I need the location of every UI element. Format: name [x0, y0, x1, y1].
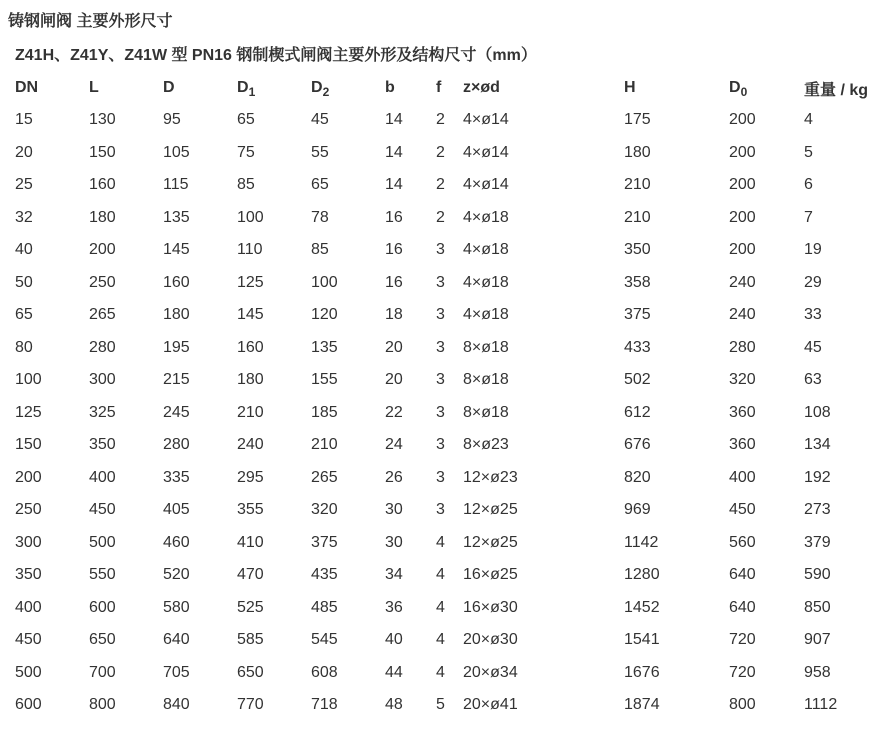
- table-cell-weight: 33: [804, 306, 822, 324]
- table-cell-zd: 8×ø23: [463, 436, 509, 454]
- table-cell-b: 48: [385, 696, 403, 714]
- column-header-label: H: [624, 79, 636, 96]
- table-cell-l: 150: [89, 143, 116, 161]
- table-cell-weight: 45: [804, 338, 822, 356]
- table-cell-d0: 800: [729, 696, 756, 714]
- column-header-weight: [789, 72, 885, 104]
- table-cell-b: 14: [385, 111, 403, 129]
- table-cell-d: 180: [163, 306, 190, 324]
- table-cell-dn: 100: [15, 371, 42, 389]
- table-cell-b: 16: [385, 241, 403, 259]
- table-row: [0, 104, 885, 137]
- table-cell-dn: 40: [15, 241, 33, 259]
- table-cell-dn: 500: [15, 663, 42, 681]
- table-row: [0, 429, 885, 462]
- table-row: [0, 267, 885, 300]
- table-cell-b: 14: [385, 176, 403, 194]
- table-cell-d0: 200: [729, 208, 756, 226]
- column-header-label: f: [436, 79, 442, 96]
- table-cell-zd: 20×ø41: [463, 696, 518, 714]
- table-cell-dn: 300: [15, 533, 42, 551]
- column-header-label: DN: [15, 79, 39, 96]
- table-cell-d1: 100: [237, 208, 264, 226]
- table-row: [0, 592, 885, 625]
- table-cell-d0: 560: [729, 533, 756, 551]
- table-cell-f: 4: [436, 631, 445, 649]
- table-cell-b: 34: [385, 566, 403, 584]
- table-row: [0, 657, 885, 690]
- table-cell-zd: 4×ø14: [463, 143, 509, 161]
- table-cell-dn: 80: [15, 338, 33, 356]
- column-header-label: D: [237, 79, 249, 96]
- table-cell-dn: 20: [15, 143, 33, 161]
- column-header-label: b: [385, 79, 395, 96]
- table-cell-d2: 718: [311, 696, 338, 714]
- table-cell-d: 405: [163, 501, 190, 519]
- table-cell-d0: 240: [729, 306, 756, 324]
- table-cell-f: 3: [436, 371, 445, 389]
- table-cell-b: 36: [385, 598, 403, 616]
- table-cell-f: 3: [436, 306, 445, 324]
- table-cell-zd: 8×ø18: [463, 403, 509, 421]
- table-cell-dn: 50: [15, 273, 33, 291]
- table-cell-f: 2: [436, 176, 445, 194]
- column-header-label: D: [163, 79, 175, 96]
- table-cell-h: 1874: [624, 696, 660, 714]
- column-header-label: L: [89, 79, 99, 96]
- table-cell-b: 30: [385, 501, 403, 519]
- table-cell-dn: 125: [15, 403, 42, 421]
- column-header-d1: [222, 72, 296, 104]
- table-cell-zd: 16×ø25: [463, 566, 518, 584]
- table-cell-zd: 8×ø18: [463, 371, 509, 389]
- table-cell-zd: 4×ø18: [463, 241, 509, 259]
- table-cell-h: 820: [624, 468, 651, 486]
- table-cell-d2: 120: [311, 306, 338, 324]
- table-cell-h: 969: [624, 501, 651, 519]
- table-cell-d1: 525: [237, 598, 264, 616]
- table-cell-f: 4: [436, 566, 445, 584]
- table-cell-l: 800: [89, 696, 116, 714]
- table-cell-dn: 200: [15, 468, 42, 486]
- table-cell-d1: 295: [237, 468, 264, 486]
- column-header-zd: [448, 72, 609, 104]
- table-cell-weight: 590: [804, 566, 831, 584]
- table-cell-d2: 435: [311, 566, 338, 584]
- table-cell-dn: 350: [15, 566, 42, 584]
- table-cell-h: 1541: [624, 631, 660, 649]
- table-cell-zd: 4×ø14: [463, 176, 509, 194]
- table-cell-d1: 210: [237, 403, 264, 421]
- table-cell-weight: 1112: [804, 696, 838, 714]
- table-cell-zd: 12×ø23: [463, 468, 518, 486]
- table-cell-d2: 265: [311, 468, 338, 486]
- table-cell-d0: 200: [729, 143, 756, 161]
- table-cell-zd: 4×ø18: [463, 273, 509, 291]
- page-heading: 铸钢闸阀 主要外形尺寸: [8, 13, 173, 30]
- table-cell-h: 375: [624, 306, 651, 324]
- table-cell-l: 700: [89, 663, 116, 681]
- table-cell-weight: 379: [804, 533, 831, 551]
- table-cell-d1: 585: [237, 631, 264, 649]
- table-cell-d2: 320: [311, 501, 338, 519]
- column-header-h: [609, 72, 714, 104]
- table-row: [0, 462, 885, 495]
- table-cell-d2: 85: [311, 241, 329, 259]
- table-cell-h: 676: [624, 436, 651, 454]
- table-cell-d: 280: [163, 436, 190, 454]
- table-row: [0, 494, 885, 527]
- table-cell-f: 2: [436, 111, 445, 129]
- table-cell-d2: 65: [311, 176, 329, 194]
- table-cell-l: 160: [89, 176, 116, 194]
- table-row: [0, 689, 885, 722]
- table-cell-d1: 240: [237, 436, 264, 454]
- table-cell-weight: 6: [804, 176, 813, 194]
- table-cell-l: 550: [89, 566, 116, 584]
- table-cell-b: 16: [385, 273, 403, 291]
- table-cell-weight: 958: [804, 663, 831, 681]
- table-cell-d0: 720: [729, 631, 756, 649]
- table-cell-d2: 485: [311, 598, 338, 616]
- table-row: [0, 332, 885, 365]
- table-row: [0, 234, 885, 267]
- table-cell-zd: 12×ø25: [463, 501, 518, 519]
- table-cell-b: 44: [385, 663, 403, 681]
- table-cell-l: 265: [89, 306, 116, 324]
- table-row: [0, 299, 885, 332]
- table-row: [0, 559, 885, 592]
- table-cell-h: 612: [624, 403, 651, 421]
- table-cell-d1: 770: [237, 696, 264, 714]
- table-cell-zd: 4×ø14: [463, 111, 509, 129]
- table-cell-h: 180: [624, 143, 651, 161]
- table-cell-d0: 360: [729, 403, 756, 421]
- column-header-f: [421, 72, 448, 104]
- table-cell-d0: 640: [729, 566, 756, 584]
- table-cell-weight: 108: [804, 403, 831, 421]
- table-cell-l: 650: [89, 631, 116, 649]
- table-cell-d1: 180: [237, 371, 264, 389]
- table-cell-l: 180: [89, 208, 116, 226]
- table-cell-d0: 400: [729, 468, 756, 486]
- table-cell-d0: 200: [729, 241, 756, 259]
- column-header-subscript: 0: [740, 85, 748, 99]
- table-cell-h: 1142: [624, 533, 659, 551]
- table-cell-zd: 8×ø18: [463, 338, 509, 356]
- table-cell-d: 105: [163, 143, 190, 161]
- table-cell-dn: 65: [15, 306, 33, 324]
- column-header-subscript: 2: [322, 85, 330, 99]
- table-cell-d0: 720: [729, 663, 756, 681]
- table-cell-d1: 125: [237, 273, 264, 291]
- table-cell-l: 350: [89, 436, 116, 454]
- table-cell-d1: 470: [237, 566, 264, 584]
- table-cell-d: 245: [163, 403, 190, 421]
- table-cell-l: 280: [89, 338, 116, 356]
- table-cell-b: 30: [385, 533, 403, 551]
- table-cell-zd: 16×ø30: [463, 598, 518, 616]
- table-cell-b: 20: [385, 371, 403, 389]
- table-cell-d0: 450: [729, 501, 756, 519]
- table-cell-d1: 160: [237, 338, 264, 356]
- table-cell-l: 200: [89, 241, 116, 259]
- column-header-label: 重量 / kg: [804, 81, 869, 99]
- table-cell-dn: 250: [15, 501, 42, 519]
- table-title: Z41H、Z41Y、Z41W 型 PN16 钢制楔式闸阀主要外形及结构尺寸（mm）: [15, 47, 537, 64]
- table-cell-b: 14: [385, 143, 403, 161]
- table-row: [0, 397, 885, 430]
- table-cell-h: 358: [624, 273, 651, 291]
- table-cell-weight: 19: [804, 241, 822, 259]
- table-cell-h: 433: [624, 338, 651, 356]
- table-cell-zd: 4×ø18: [463, 306, 509, 324]
- table-cell-dn: 450: [15, 631, 42, 649]
- table-cell-b: 22: [385, 403, 403, 421]
- table-cell-l: 325: [89, 403, 116, 421]
- table-cell-weight: 4: [804, 111, 813, 129]
- table-cell-d2: 78: [311, 208, 329, 226]
- table-cell-h: 175: [624, 111, 651, 129]
- table-cell-h: 502: [624, 371, 651, 389]
- table-cell-l: 300: [89, 371, 116, 389]
- column-header-label: D: [729, 79, 741, 96]
- column-header-d2: [296, 72, 370, 104]
- table-cell-d1: 650: [237, 663, 264, 681]
- table-cell-f: 3: [436, 338, 445, 356]
- table-cell-l: 250: [89, 273, 116, 291]
- table-cell-b: 18: [385, 306, 403, 324]
- table-cell-weight: 907: [804, 631, 831, 649]
- table-cell-dn: 32: [15, 208, 33, 226]
- table-cell-d: 520: [163, 566, 190, 584]
- table-cell-f: 3: [436, 241, 445, 259]
- table-row: [0, 527, 885, 560]
- table-cell-d2: 135: [311, 338, 338, 356]
- table-cell-d1: 75: [237, 143, 255, 161]
- table-cell-d1: 85: [237, 176, 255, 194]
- table-cell-d2: 545: [311, 631, 338, 649]
- table-cell-l: 450: [89, 501, 116, 519]
- table-cell-d: 160: [163, 273, 190, 291]
- table-header-row: [0, 72, 885, 104]
- column-header-subscript: 1: [248, 85, 256, 99]
- table-cell-f: 4: [436, 663, 445, 681]
- table-cell-l: 130: [89, 111, 116, 129]
- table-cell-d2: 375: [311, 533, 338, 551]
- table-cell-d1: 110: [237, 241, 263, 259]
- table-cell-b: 24: [385, 436, 403, 454]
- table-cell-b: 40: [385, 631, 403, 649]
- table-row: [0, 364, 885, 397]
- table-cell-b: 16: [385, 208, 403, 226]
- table-cell-l: 600: [89, 598, 116, 616]
- table-cell-h: 1676: [624, 663, 660, 681]
- table-cell-zd: 20×ø34: [463, 663, 518, 681]
- table-cell-d1: 410: [237, 533, 264, 551]
- table-cell-dn: 150: [15, 436, 42, 454]
- column-header-d: [148, 72, 222, 104]
- table-cell-d2: 185: [311, 403, 338, 421]
- table-cell-h: 1452: [624, 598, 660, 616]
- table-cell-f: 5: [436, 696, 445, 714]
- column-header-d0: [714, 72, 789, 104]
- table-row: [0, 624, 885, 657]
- table-cell-f: 2: [436, 143, 445, 161]
- table-cell-d: 95: [163, 111, 181, 129]
- table-cell-d0: 200: [729, 111, 756, 129]
- table-cell-d2: 608: [311, 663, 338, 681]
- table-cell-h: 210: [624, 176, 651, 194]
- table-cell-f: 4: [436, 598, 445, 616]
- table-cell-h: 1280: [624, 566, 660, 584]
- table-cell-h: 210: [624, 208, 651, 226]
- table-cell-b: 26: [385, 468, 403, 486]
- table-cell-d: 580: [163, 598, 190, 616]
- table-cell-dn: 25: [15, 176, 33, 194]
- table-cell-d2: 155: [311, 371, 338, 389]
- table-cell-d: 335: [163, 468, 190, 486]
- table-cell-d: 115: [163, 176, 189, 194]
- table-cell-d0: 360: [729, 436, 756, 454]
- table-cell-d1: 355: [237, 501, 264, 519]
- table-cell-l: 400: [89, 468, 116, 486]
- table-cell-b: 20: [385, 338, 403, 356]
- table-cell-d0: 640: [729, 598, 756, 616]
- table-cell-weight: 273: [804, 501, 831, 519]
- table-cell-weight: 63: [804, 371, 822, 389]
- column-header-b: [370, 72, 421, 104]
- table-cell-d: 145: [163, 241, 190, 259]
- table-cell-f: 3: [436, 501, 445, 519]
- table-cell-d0: 200: [729, 176, 756, 194]
- table-cell-d2: 210: [311, 436, 338, 454]
- table-cell-l: 500: [89, 533, 116, 551]
- dimension-table: [0, 72, 885, 722]
- table-cell-d: 215: [163, 371, 190, 389]
- table-cell-d: 460: [163, 533, 190, 551]
- table-row: [0, 137, 885, 170]
- table-cell-f: 3: [436, 403, 445, 421]
- table-cell-d0: 240: [729, 273, 756, 291]
- table-cell-f: 2: [436, 208, 445, 226]
- table-cell-d2: 45: [311, 111, 329, 129]
- column-header-l: [74, 72, 148, 104]
- table-cell-dn: 400: [15, 598, 42, 616]
- table-cell-weight: 134: [804, 436, 831, 454]
- column-header-label: z×ød: [463, 79, 500, 96]
- table-cell-weight: 192: [804, 468, 831, 486]
- table-cell-d0: 280: [729, 338, 756, 356]
- table-cell-d1: 65: [237, 111, 255, 129]
- table-cell-weight: 29: [804, 273, 822, 291]
- table-cell-dn: 600: [15, 696, 42, 714]
- column-header-label: D: [311, 79, 323, 96]
- table-cell-weight: 850: [804, 598, 831, 616]
- table-cell-dn: 15: [15, 111, 33, 129]
- table-cell-h: 350: [624, 241, 651, 259]
- table-cell-f: 3: [436, 436, 445, 454]
- table-cell-f: 4: [436, 533, 445, 551]
- table-cell-weight: 5: [804, 143, 813, 161]
- table-cell-d: 705: [163, 663, 190, 681]
- table-cell-d2: 55: [311, 143, 329, 161]
- table-cell-d: 640: [163, 631, 190, 649]
- column-header-dn: [0, 72, 74, 104]
- table-cell-d0: 320: [729, 371, 756, 389]
- table-cell-d: 135: [163, 208, 190, 226]
- table-cell-f: 3: [436, 468, 445, 486]
- table-cell-zd: 20×ø30: [463, 631, 518, 649]
- table-cell-d: 195: [163, 338, 190, 356]
- table-cell-d: 840: [163, 696, 190, 714]
- table-cell-f: 3: [436, 273, 445, 291]
- table-cell-d1: 145: [237, 306, 264, 324]
- table-cell-d2: 100: [311, 273, 338, 291]
- table-row: [0, 169, 885, 202]
- table-row: [0, 202, 885, 235]
- table-cell-zd: 12×ø25: [463, 533, 518, 551]
- table-cell-zd: 4×ø18: [463, 208, 509, 226]
- table-cell-weight: 7: [804, 208, 813, 226]
